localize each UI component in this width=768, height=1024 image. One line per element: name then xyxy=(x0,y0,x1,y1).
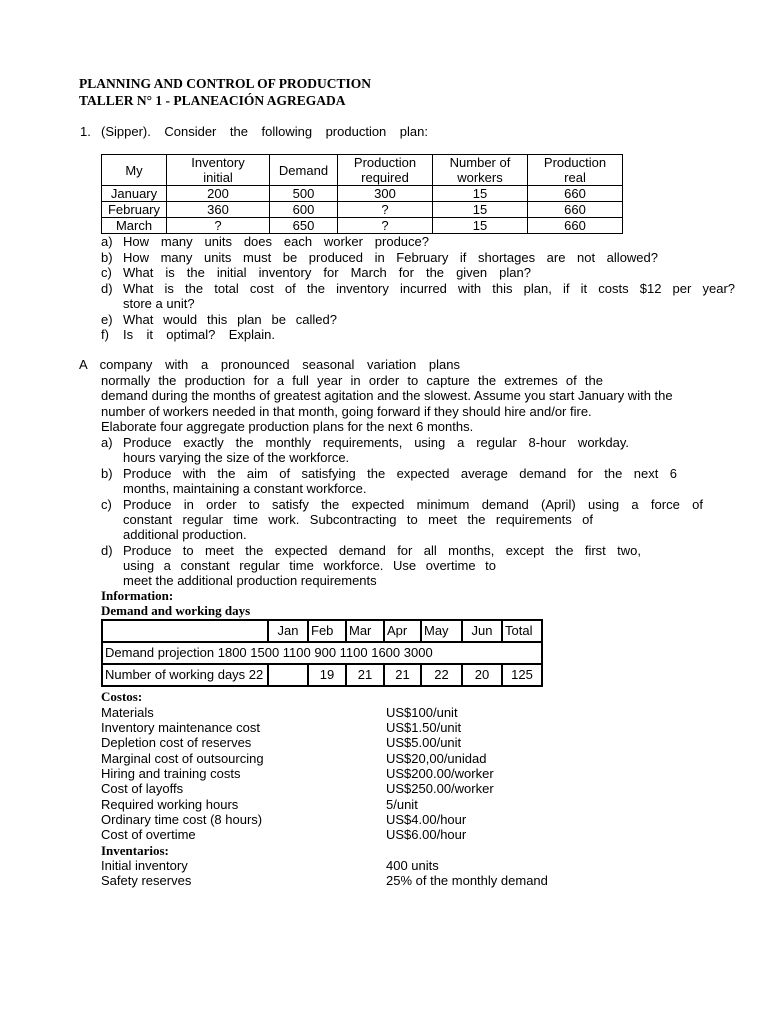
costs-heading: Costos: xyxy=(101,689,143,704)
cost-value: US$6.00/hour xyxy=(386,827,467,842)
inventory-value: 25% of the monthly demand xyxy=(386,873,548,888)
table-cell: February xyxy=(102,202,167,218)
table-cell: Number of working days 22 xyxy=(102,664,268,686)
question-2d-line: using a constant regular time workforce. Use overtime to xyxy=(123,558,496,573)
question-2b-line: months, maintaining a constant workforce. xyxy=(123,481,367,496)
question-2c-line: Produce in order to satisfy the expected minimum demand (April) using a force of xyxy=(123,497,703,512)
table-cell: January xyxy=(102,186,167,202)
table-cell: 20 xyxy=(462,664,502,686)
table-cell: 660 xyxy=(528,218,623,234)
table-cell: 21 xyxy=(384,664,421,686)
table-header-cell: Demand xyxy=(270,155,338,186)
question-1e-label: e) xyxy=(101,312,113,327)
information-heading: Information: xyxy=(101,588,174,603)
table-cell xyxy=(268,664,308,686)
table-header-cell: Feb xyxy=(308,620,346,642)
cost-label: Hiring and training costs xyxy=(101,766,241,781)
table-row xyxy=(102,664,542,686)
question-1d-text: What is the total cost of the inventory incurred with this plan, if it costs $12 per year? xyxy=(123,281,735,296)
cost-label: Marginal cost of outsourcing xyxy=(101,751,264,766)
question-1-intro: (Sipper). Consider the following production plan: xyxy=(101,124,428,139)
question-2c-line: constant regular time work. Subcontracting to meet the requirements of xyxy=(123,512,593,527)
table-header-cell: Jun xyxy=(462,620,502,642)
demand-projection-text: Demand projection 1800 1500 1100 900 1100 1600 3000 xyxy=(105,645,433,660)
table-header-row xyxy=(102,155,623,186)
table-cell: 600 xyxy=(270,202,338,218)
question-2d-label: d) xyxy=(101,543,113,558)
table-header-cell: Production real xyxy=(528,155,623,186)
question-2-intro-first-line: A company with a pronounced seasonal variation plans xyxy=(79,357,460,372)
cost-value: US$1.50/unit xyxy=(386,720,462,735)
table-row xyxy=(102,186,623,202)
table-cell: March xyxy=(102,218,167,234)
table-cell: 15 xyxy=(433,202,528,218)
table-cell: 19 xyxy=(308,664,346,686)
production-plan-table xyxy=(101,154,623,234)
question-2-intro-line: demand during the months of greatest agitation and the slowest. Assume you start January with the xyxy=(101,388,673,403)
demand-working-days-table xyxy=(101,619,543,687)
table-cell: 650 xyxy=(270,218,338,234)
question-1b-text: How many units must be produced in February if shortages are not allowed? xyxy=(123,250,658,265)
cost-label: Ordinary time cost (8 hours) xyxy=(101,812,263,827)
table-header-cell: Total xyxy=(502,620,542,642)
question-2a-line: hours varying the size of the workforce. xyxy=(123,450,350,465)
question-2-intro-line: number of workers needed in that month, going forward if they should hire and/or fire. xyxy=(101,404,592,419)
table-cell: ? xyxy=(167,218,270,234)
question-1d-text-continued: store a unit? xyxy=(123,296,195,311)
table-cell: 660 xyxy=(528,186,623,202)
question-2a-line: Produce exactly the monthly requirements, using a regular 8-hour workday. xyxy=(123,435,629,450)
table-row xyxy=(102,202,623,218)
inventory-heading: Inventarios: xyxy=(101,843,169,858)
question-1e-text: What would this plan be called? xyxy=(123,312,337,327)
cost-value: US$200.00/worker xyxy=(386,766,494,781)
question-2d-line: meet the additional production requirements xyxy=(123,573,377,588)
question-1c-label: c) xyxy=(101,265,112,280)
table-row xyxy=(102,642,542,664)
demand-heading: Demand and working days xyxy=(101,603,251,618)
question-2c-line: additional production. xyxy=(123,527,247,542)
table-row xyxy=(102,218,623,234)
cost-value: US$20,00/unidad xyxy=(386,751,487,766)
table-header-cell: Mar xyxy=(346,620,384,642)
document-subtitle: TALLER N° 1 - PLANEACIÓN AGREGADA xyxy=(79,93,346,108)
table-cell: 660 xyxy=(528,202,623,218)
table-header-cell xyxy=(102,620,268,642)
question-2d-line: Produce to meet the expected demand for all months, except the first two, xyxy=(123,543,641,558)
question-2b-line: Produce with the aim of satisfying the expected average demand for the next 6 xyxy=(123,466,677,481)
table-header-cell: Jan xyxy=(268,620,308,642)
question-2-intro-line: Elaborate four aggregate production plans for the next 6 months. xyxy=(101,419,474,434)
table-header-cell: Inventory initial xyxy=(167,155,270,186)
cost-value: US$4.00/hour xyxy=(386,812,467,827)
cost-label: Required working hours xyxy=(101,797,239,812)
question-1b-label: b) xyxy=(101,250,113,265)
question-2c-label: c) xyxy=(101,497,112,512)
question-1-number: 1. xyxy=(80,124,91,139)
question-1a-label: a) xyxy=(101,234,113,249)
table-cell: 22 xyxy=(421,664,462,686)
cost-value: 5/unit xyxy=(386,797,418,812)
question-1c-text: What is the initial inventory for March for the given plan? xyxy=(123,265,531,280)
question-2b-label: b) xyxy=(101,466,113,481)
question-1d-label: d) xyxy=(101,281,113,296)
table-cell: 21 xyxy=(346,664,384,686)
table-header-cell: Production required xyxy=(338,155,433,186)
cost-value: US$250.00/worker xyxy=(386,781,494,796)
table-header-cell: My xyxy=(102,155,167,186)
table-header-cell: Apr xyxy=(384,620,421,642)
inventory-label: Safety reserves xyxy=(101,873,192,888)
cost-label: Cost of overtime xyxy=(101,827,196,842)
table-header-cell: Number of workers xyxy=(433,155,528,186)
cost-label: Cost of layoffs xyxy=(101,781,184,796)
question-1a-text: How many units does each worker produce? xyxy=(123,234,429,249)
cost-value: US$5.00/unit xyxy=(386,735,462,750)
table-cell: 360 xyxy=(167,202,270,218)
document-title: PLANNING AND CONTROL OF PRODUCTION xyxy=(79,76,372,91)
cost-label: Depletion cost of reserves xyxy=(101,735,252,750)
table-cell: ? xyxy=(338,218,433,234)
table-header-row xyxy=(102,620,542,642)
question-1f-text: Is it optimal? Explain. xyxy=(123,327,275,342)
question-2a-label: a) xyxy=(101,435,113,450)
question-2-intro-line: normally the production for a full year in order to capture the extremes of the xyxy=(101,373,603,388)
table-cell: 500 xyxy=(270,186,338,202)
table-cell: ? xyxy=(338,202,433,218)
table-cell: 300 xyxy=(338,186,433,202)
table-cell: 200 xyxy=(167,186,270,202)
question-1f-label: f) xyxy=(101,327,109,342)
demand-projection-row-text xyxy=(102,642,542,664)
cost-label: Inventory maintenance cost xyxy=(101,720,260,735)
cost-label: Materials xyxy=(101,705,154,720)
table-header-cell: May xyxy=(421,620,462,642)
table-cell: 15 xyxy=(433,218,528,234)
cost-value: US$100/unit xyxy=(386,705,458,720)
table-cell: 15 xyxy=(433,186,528,202)
inventory-value: 400 units xyxy=(386,858,439,873)
table-cell: 125 xyxy=(502,664,542,686)
inventory-label: Initial inventory xyxy=(101,858,188,873)
